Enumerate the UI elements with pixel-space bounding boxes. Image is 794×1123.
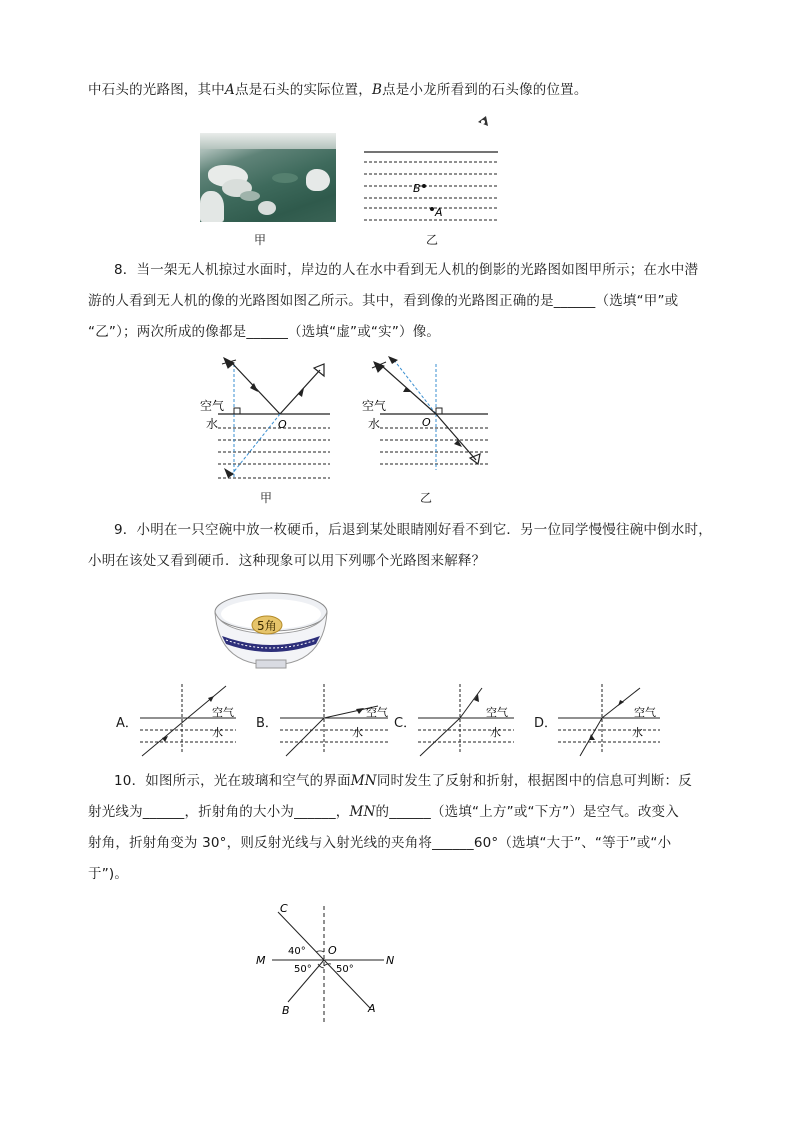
q8-text-line3: “乙”）；两次所成的像都是______（选填“虚”或“实”）像。 xyxy=(88,324,441,340)
figure-caption-yi: 乙 xyxy=(426,233,439,247)
air-label: 空气 xyxy=(362,399,387,413)
angle-40-label: 40° xyxy=(288,946,306,957)
q10-text-line3: 射角，折射角变为 30°，则反射光线与入射光线的夹角将______60°（选填“大于”、“等于”或“小 xyxy=(88,835,672,851)
point-o-label: O xyxy=(278,418,287,431)
option-c-diagram[interactable] xyxy=(418,682,518,758)
point-b-label: B xyxy=(413,182,421,195)
right-angle-mark xyxy=(436,408,442,414)
option-b-label[interactable]: B． xyxy=(256,716,278,731)
q9-text-line2: 小明在该处又看到硬币．这种现象可以用下列哪个光路图来解释？ xyxy=(88,553,486,569)
mn-label: MN xyxy=(350,773,377,789)
water-label: 水 xyxy=(352,726,363,739)
mn-label: MN xyxy=(349,804,376,820)
option-d-diagram[interactable] xyxy=(558,682,664,758)
q10-text-part: 同时发生了反射和折射，根据图中的信息可判断：反 xyxy=(376,773,692,789)
refracted-ray xyxy=(436,414,476,460)
q8-text-line2: 游的人看到无人机的像的光路图如图乙所示。其中，看到像的光路图正确的是______（选填“甲”或 xyxy=(88,293,679,309)
q10-text-line1 xyxy=(114,771,692,791)
arrow-icon xyxy=(356,708,364,714)
point-n-label: N xyxy=(386,954,395,967)
air-label: 空气 xyxy=(212,706,234,719)
river-stones-photo xyxy=(200,133,336,222)
arrow-icon xyxy=(208,696,214,702)
point-a-label: A xyxy=(368,1002,376,1015)
intro-text-part: 点是石头的实际位置， xyxy=(234,82,372,98)
q10-text-line4: 于”)。 xyxy=(88,866,129,882)
air-label: 空气 xyxy=(634,706,656,719)
virtual-ray xyxy=(394,360,436,414)
q10-text-part: 的______（选填“上方”或“下方”）是空气。改变入 xyxy=(375,804,679,820)
figure-caption-jia: 甲 xyxy=(254,233,267,247)
point-o-label: O xyxy=(328,944,337,957)
light-ray xyxy=(420,718,460,756)
water-label: 水 xyxy=(368,417,381,431)
point-a-label: A xyxy=(225,82,235,98)
q10-text-part: 射光线为______，折射角的大小为______， xyxy=(88,804,350,820)
eye-icon xyxy=(478,116,488,126)
air-label: 空气 xyxy=(200,399,225,413)
water-label: 水 xyxy=(490,726,501,739)
point-o-label: O xyxy=(422,416,431,429)
point-m-label: M xyxy=(256,954,266,967)
point-b-label: B xyxy=(371,82,383,98)
q9-text-line1: 9．小明在一只空碗中放一枚硬币，后退到某处眼睛刚好看不到它．另一位同学慢慢往碗中倒水时， xyxy=(114,522,712,538)
q8-text-line1: 8．当一架无人机掠过水面时，岸边的人在水中看到无人机的倒影的光路图如图甲所示；在水中潜 xyxy=(114,262,699,278)
option-a-diagram[interactable] xyxy=(140,682,240,758)
q10-text-line2 xyxy=(88,802,679,822)
arrow-icon xyxy=(403,387,412,392)
intro-text-part: 点是小龙所看到的石头像的位置。 xyxy=(382,82,588,98)
q8-caption-jia: 甲 xyxy=(260,491,273,505)
water-label: 水 xyxy=(212,726,223,739)
angle-50-label-left: 50° xyxy=(294,964,312,975)
q8-diagram-yi xyxy=(358,350,503,490)
q10-text-part: 10．如图所示，光在玻璃和空气的界面 xyxy=(114,773,351,789)
light-ray xyxy=(286,718,324,756)
arrow-icon xyxy=(454,440,462,447)
option-a-label[interactable]: A． xyxy=(116,716,138,731)
stone-image-diagram xyxy=(360,110,510,225)
intro-text-part: 中石头的光路图，其中 xyxy=(88,82,225,98)
point-b-dot xyxy=(422,184,426,188)
angle-50-label-right: 50° xyxy=(336,964,354,975)
air-label: 空气 xyxy=(486,706,508,719)
point-b-label: B xyxy=(282,1004,290,1017)
point-a-dot xyxy=(430,207,434,211)
coin-label: 5角 xyxy=(257,619,277,633)
q10-reflection-refraction-diagram xyxy=(254,898,414,1028)
option-c-label[interactable]: C． xyxy=(394,716,417,731)
option-b-diagram[interactable] xyxy=(280,682,392,758)
intro-text-line xyxy=(88,80,588,100)
point-a-label: A xyxy=(435,206,443,219)
virtual-ray xyxy=(232,414,280,474)
angle-arc xyxy=(316,951,324,952)
bowl-with-coin-illustration xyxy=(212,588,332,670)
q8-diagram-jia xyxy=(196,350,341,490)
water-label: 水 xyxy=(632,726,643,739)
air-label: 空气 xyxy=(366,706,388,719)
point-c-label: C xyxy=(280,902,288,915)
drone-image-icon xyxy=(388,356,398,364)
light-ray xyxy=(460,688,482,718)
arrow-icon xyxy=(250,383,258,392)
option-d-label[interactable]: D． xyxy=(534,716,558,731)
right-angle-mark xyxy=(234,408,240,414)
q8-caption-yi: 乙 xyxy=(420,491,433,505)
water-label: 水 xyxy=(206,417,219,431)
